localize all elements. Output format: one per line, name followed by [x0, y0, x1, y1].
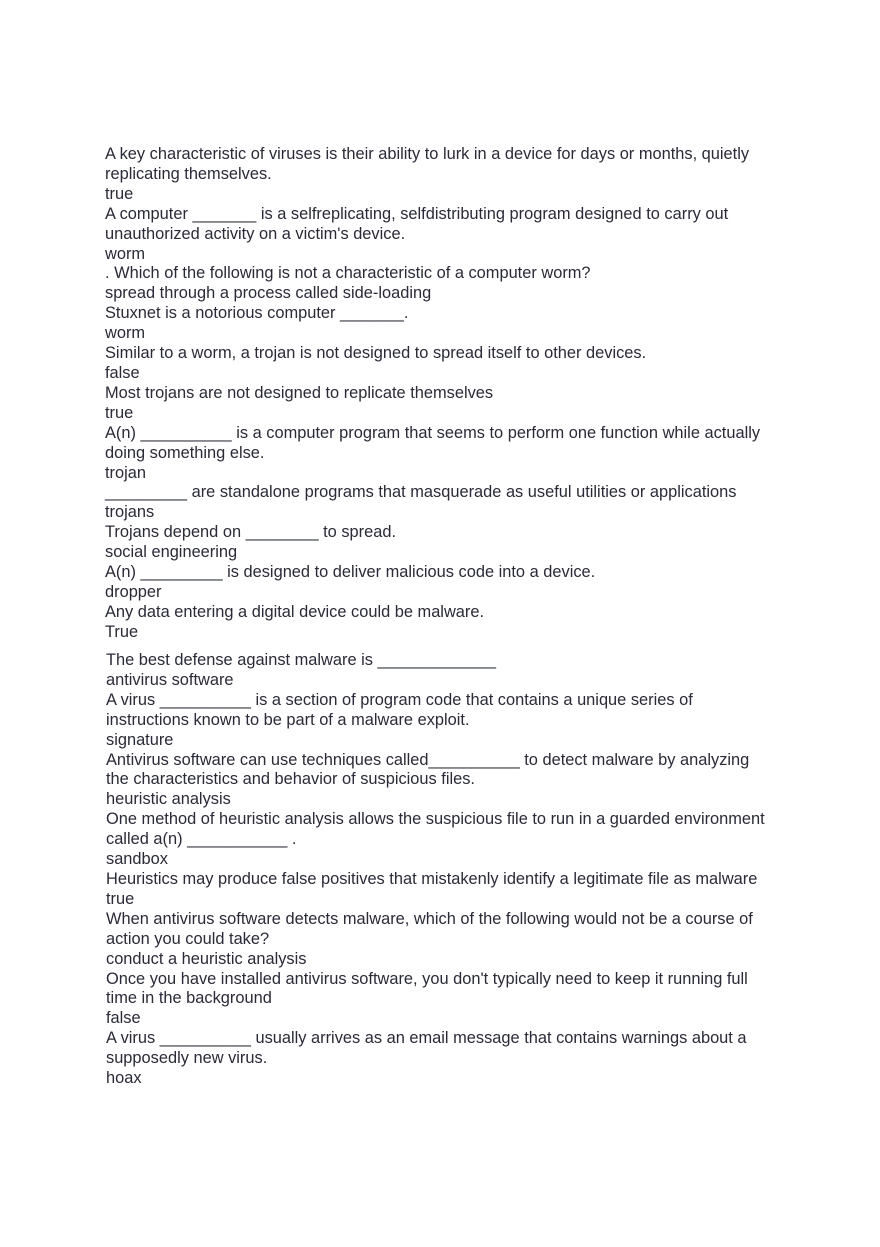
answer-text: True	[105, 622, 139, 641]
answer-text: heuristic analysis	[106, 790, 231, 809]
answer-text: hoax	[106, 1069, 142, 1088]
question-text: _________ are standalone programs that masquerade as useful utilities or applications	[105, 483, 737, 502]
question-text: Antivirus software can use techniques called__________ to detect malware by analyzing the characteristics and behavior of suspicious files.	[106, 750, 750, 789]
question-text: One method of heuristic analysis allows the suspicious file to run in a guarded environment called a(n) ___________ .	[106, 810, 765, 849]
question-text: A(n) _________ is designed to deliver malicious code into a device.	[105, 563, 596, 582]
question-text: A(n) __________ is a computer program that seems to perform one function while actually doing something else.	[105, 423, 761, 462]
question-text: Stuxnet is a notorious computer _______.	[105, 304, 409, 323]
answer-text: sandbox	[106, 850, 168, 869]
answer-text: false	[106, 1009, 141, 1028]
question-text: . Which of the following is not a characteristic of a computer worm?	[105, 264, 591, 283]
answer-text: false	[105, 363, 140, 382]
answer-text: antivirus software	[106, 670, 234, 689]
question-text: Once you have installed antivirus software, you don't typically need to keep it running full time in the background	[106, 969, 748, 1008]
answer-text: social engineering	[105, 543, 238, 562]
question-text: Any data entering a digital device could be malware.	[105, 602, 485, 621]
answer-text: dropper	[105, 582, 162, 601]
answer-text: worm	[105, 244, 146, 263]
answer-text: true	[106, 889, 135, 908]
answer-text: trojan	[105, 463, 147, 482]
question-text: A virus __________ usually arrives as an email message that contains warnings about a supposedly new virus.	[106, 1029, 747, 1068]
answer-text: true	[105, 403, 134, 422]
answer-text: true	[105, 184, 134, 203]
answer-text: trojans	[105, 503, 155, 522]
qa-block-2	[106, 651, 776, 1089]
answer-text: worm	[105, 324, 146, 343]
answer-text: conduct a heuristic analysis	[106, 949, 307, 968]
question-text: Trojans depend on ________ to spread.	[105, 523, 397, 542]
question-text: A computer _______ is a selfreplicating, selfdistributing program designed to carry out unauthorized activity on a victim's device.	[105, 204, 729, 243]
question-text: A virus __________ is a section of program code that contains a unique series of instructions known to be part of a malware exploit.	[106, 690, 693, 729]
answer-text: signature	[106, 730, 174, 749]
question-text: Similar to a worm, a trojan is not designed to spread itself to other devices.	[105, 344, 647, 363]
question-text: Heuristics may produce false positives that mistakenly identify a legitimate file as malware	[106, 869, 758, 888]
qa-block-1	[105, 145, 775, 643]
question-text: When antivirus software detects malware, which of the following would not be a course of action you could take?	[106, 909, 753, 948]
question-text: The best defense against malware is _____________	[106, 651, 497, 669]
question-text: A key characteristic of viruses is their ability to lurk in a device for days or months, quietly replicating themselves.	[105, 145, 750, 183]
answer-text: spread through a process called side-loading	[105, 284, 432, 303]
question-text: Most trojans are not designed to replicate themselves	[105, 383, 494, 402]
